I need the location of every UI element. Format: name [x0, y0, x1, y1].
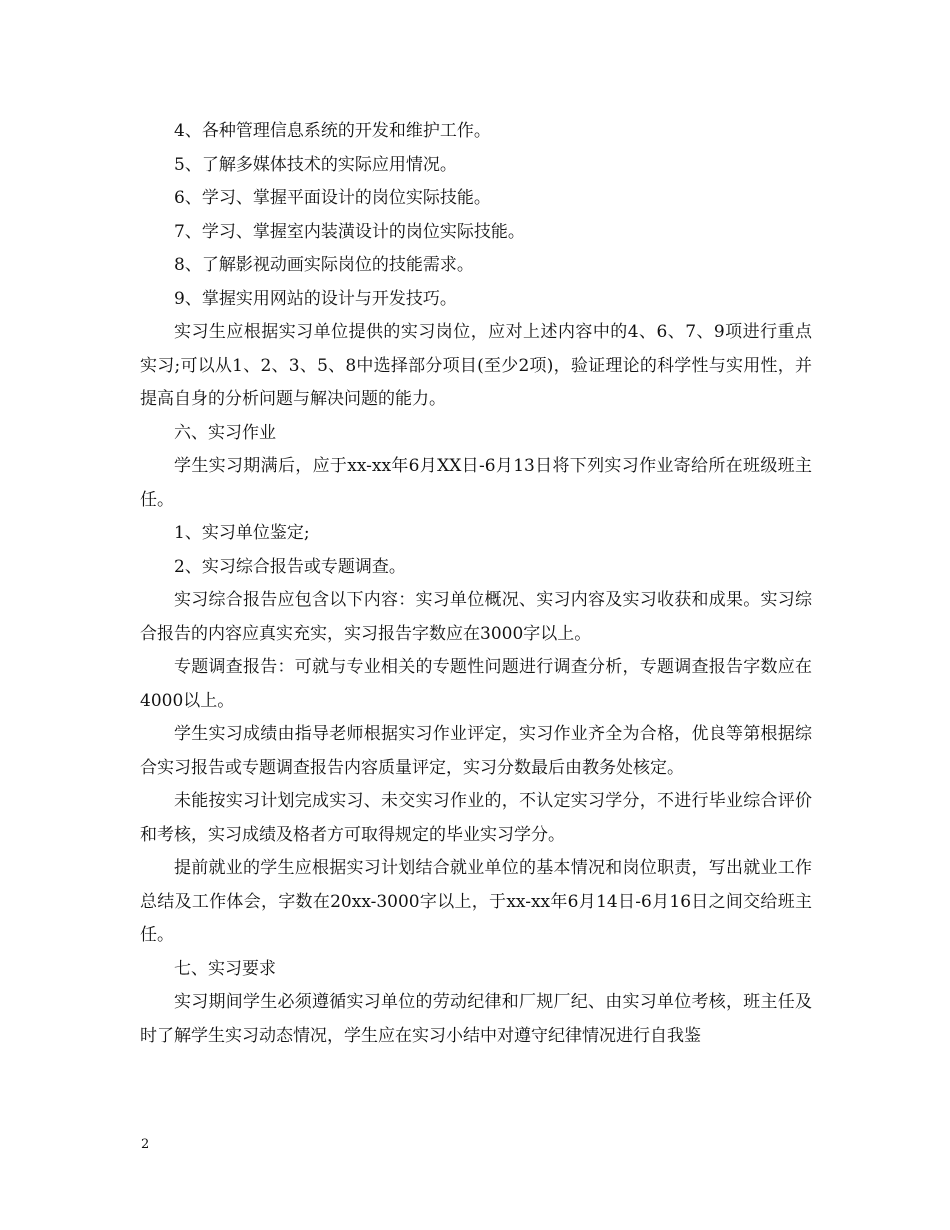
paragraph: 学生实习成绩由指导老师根据实习作业评定，实习作业齐全为合格，优良等第根据综合实习报告或专题调查报告内容质量评定，实习分数最后由教务处核定。 — [140, 724, 812, 778]
paragraph: 实习生应根据实习单位提供的实习岗位，应对上述内容中的4、6、7、9项进行重点实习;可以从1、2、3、5、8中选择部分项目(至少2项)，验证理论的科学性与实用性，并提高自身的分析问题与解决问题的能力。 — [140, 322, 812, 409]
list-item: 5、了解多媒体技术的实际应用情况。 — [174, 154, 457, 175]
document-body — [140, 115, 812, 1053]
list-item: 4、各种管理信息系统的开发和维护工作。 — [174, 121, 491, 141]
list-item: 9、掌握实用网站的设计与开发技巧。 — [174, 288, 457, 309]
list-item: 6、学习、掌握平面设计的岗位实际技能。 — [174, 188, 491, 208]
paragraph: 学生实习期满后，应于xx-xx年6月XX日-6月13日将下列实习作业寄给所在班级班主任。 — [140, 456, 812, 510]
list-item: 1、实习单位鉴定; — [174, 523, 310, 543]
list-item: 2、实习综合报告或专题调查。 — [174, 556, 406, 577]
paragraph: 实习综合报告应包含以下内容：实习单位概况、实习内容及实习收获和成果。实习综合报告的内容应真实充实，实习报告字数应在3000字以上。 — [140, 590, 812, 644]
paragraph: 实习期间学生必须遵循实习单位的劳动纪律和厂规厂纪、由实习单位考核，班主任及时了解学生实习动态情况，学生应在实习小结中对遵守纪律情况进行自我鉴 — [140, 992, 812, 1046]
list-item: 8、了解影视动画实际岗位的技能需求。 — [174, 255, 474, 275]
section-heading: 七、实习要求 — [174, 958, 276, 979]
paragraph: 专题调查报告：可就与专业相关的专题性问题进行调查分析，专题调查报告字数应在4000以上。 — [140, 657, 812, 711]
list-item: 7、学习、掌握室内装潢设计的岗位实际技能。 — [174, 221, 525, 242]
page-number: 2 — [141, 1137, 150, 1152]
paragraph: 未能按实习计划完成实习、未交实习作业的，不认定实习学分，不进行毕业综合评价和考核，实习成绩及格者方可取得规定的毕业实习学分。 — [140, 791, 812, 845]
paragraph: 提前就业的学生应根据实习计划结合就业单位的基本情况和岗位职责，写出就业工作总结及工作体会，字数在20xx-3000字以上，于xx-xx年6月14日-6月16日之间交给班主任。 — [140, 858, 812, 945]
section-heading: 六、实习作业 — [174, 422, 276, 443]
